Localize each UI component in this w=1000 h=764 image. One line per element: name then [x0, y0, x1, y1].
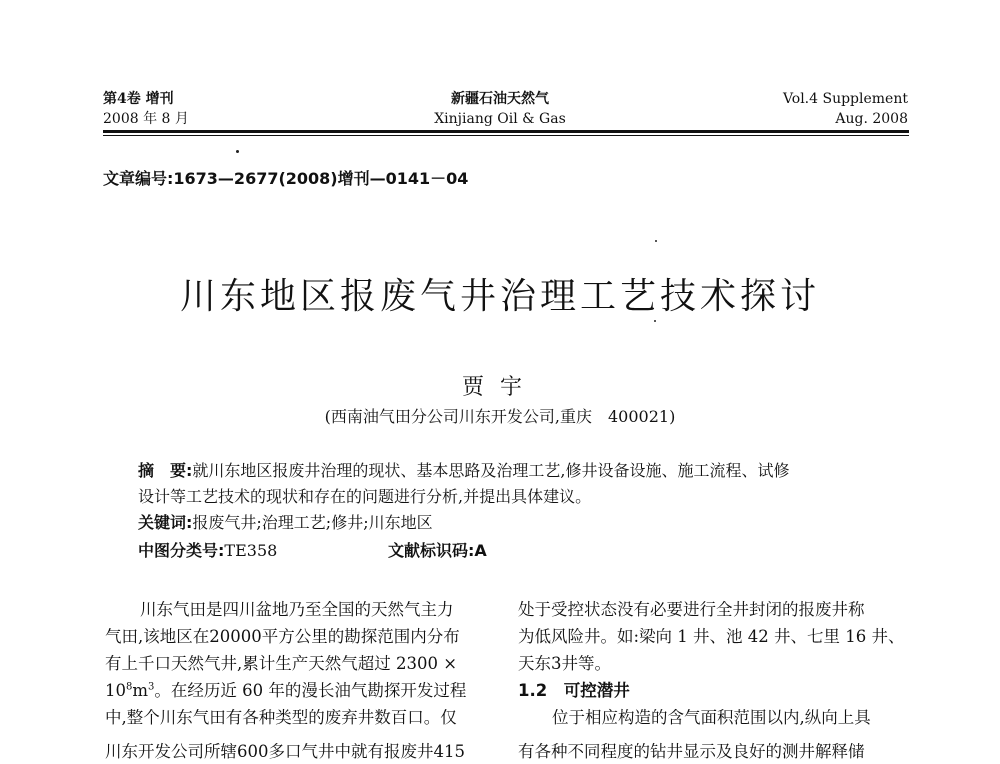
- section-heading-1-2: 1.2 可控潜井: [518, 681, 630, 700]
- exponent-3: 3: [148, 681, 155, 693]
- left-col-line-5: 中,整个川东气田有各种类型的废弃井数百口。仅: [105, 708, 457, 727]
- author-affiliation: (西南油气田分公司川东开发公司,重庆 400021): [324, 407, 676, 426]
- abstract-line-1: [138, 460, 790, 482]
- abstract-text-1: 就川东地区报废井治理的现状、基本思路及治理工艺,修井设备设施、施工流程、试修: [192, 461, 790, 480]
- document-code-line: [388, 540, 487, 562]
- classification-label: 中图分类号:: [138, 541, 225, 560]
- print-speck: [654, 320, 656, 322]
- journal-date: 2008 年 8 月: [103, 111, 189, 127]
- left-col-line-6: 川东开发公司所辖600多口气井中就有报废井415: [105, 742, 465, 761]
- keywords-label: 关键词:: [138, 513, 193, 532]
- classification-value: TE358: [224, 541, 278, 560]
- left-col-line-1: 川东气田是四川盆地乃至全国的天然气主力: [140, 600, 454, 619]
- left-col-line-4-rest: 。在经历近 60 年的漫长油气勘探开发过程: [154, 681, 467, 700]
- left-col-line-2: 气田,该地区在20000平方公里的勘探范围内分布: [105, 627, 460, 646]
- document-code-label: 文献标识码:: [388, 541, 475, 560]
- keywords-line: [138, 512, 433, 534]
- paper-title: 川东地区报废气井治理工艺技术探讨: [179, 276, 820, 317]
- print-speck: [655, 240, 657, 242]
- article-number: 文章编号:1673—2677(2008)增刊—0141－04: [103, 169, 469, 188]
- quantity-base: 10: [105, 681, 126, 700]
- abstract-label: 摘 要:: [138, 461, 193, 480]
- classification-line: [138, 540, 277, 562]
- left-col-line-3: 有上千口天然气井,累计生产天然气超过 2300 ×: [105, 654, 458, 673]
- right-col-line-5: 有各种不同程度的钻井显示及良好的测井解释储: [518, 742, 865, 761]
- print-speck: [236, 150, 239, 153]
- right-col-line-4: 位于相应构造的含气面积范围以内,纵向上具: [552, 708, 871, 727]
- document-code-value: A: [474, 541, 487, 560]
- right-col-line-2: 为低风险井。如:梁向 1 井、池 42 井、七里 16 井、: [518, 627, 905, 646]
- exponent-8: 8: [126, 681, 133, 693]
- right-col-line-1: 处于受控状态没有必要进行全井封闭的报废井称: [518, 600, 865, 619]
- header-rule-thick: [103, 130, 909, 133]
- unit-m: m: [132, 681, 149, 700]
- journal-name-en: Xinjiang Oil & Gas: [434, 111, 566, 127]
- keywords-text: 报废气井;治理工艺;修井;川东地区: [192, 513, 433, 532]
- abstract-line-2: 设计等工艺技术的现状和存在的问题进行分析,并提出具体建议。: [138, 487, 592, 506]
- journal-issue: 第4卷 增刊: [103, 91, 174, 107]
- header-rule-thin: [103, 135, 909, 136]
- author-name: 贾宇: [461, 375, 538, 400]
- journal-date-en: Aug. 2008: [835, 111, 908, 127]
- left-col-line-4: [105, 679, 466, 703]
- journal-volume-en: Vol.4 Supplement: [782, 91, 908, 107]
- journal-name-cn: 新疆石油天然气: [451, 91, 549, 107]
- right-col-line-3: 天东3井等。: [518, 654, 611, 673]
